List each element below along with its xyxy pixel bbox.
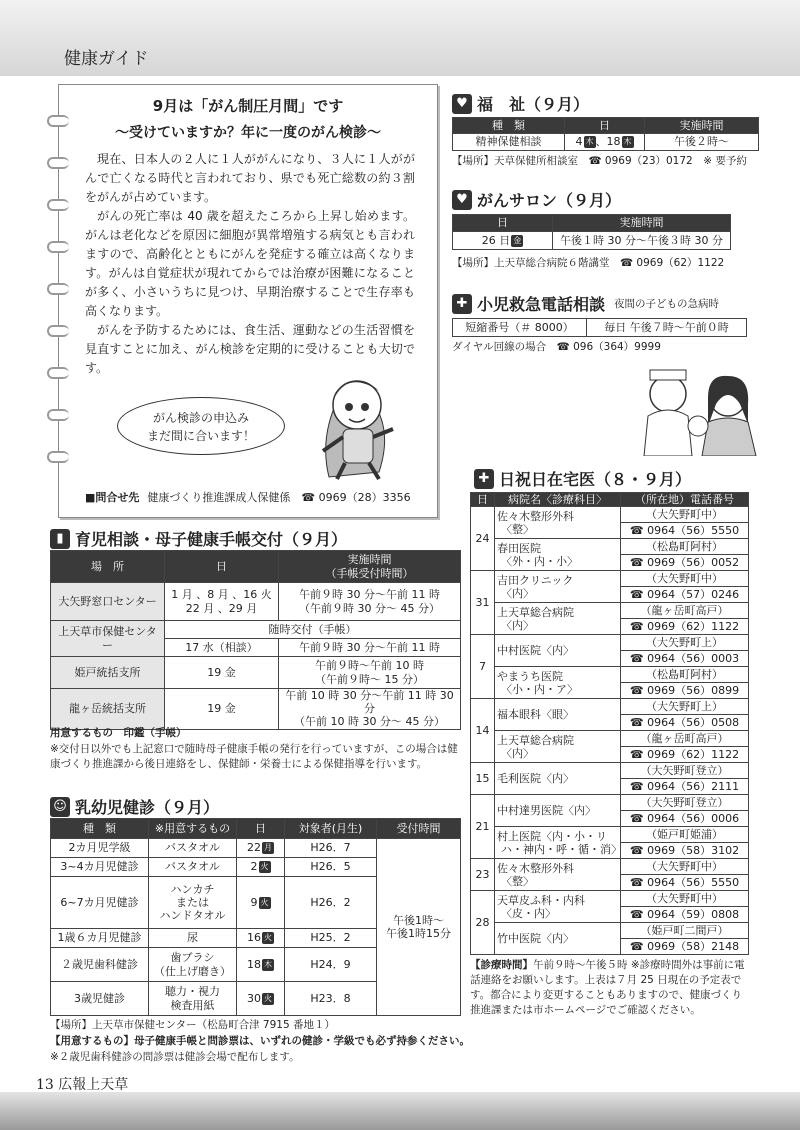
clinic-name: 天草皮ふ科・内科 〈皮・内〉 [495, 891, 621, 923]
clinic-location: （大矢野町上） [621, 699, 749, 715]
clinic-name: 福本眼科〈眼〉 [495, 699, 621, 731]
notice-paragraph: 現在、日本人の２人に１人ががんになり、３人に１人ががんで亡くなる時代と言われており、県でも死亡総数の約３割をがんが占めています。 [85, 152, 415, 204]
welfare-place: 【場所】天草保健所相談室 ☎ 0969（23）0172 ※ 要予約 [452, 155, 747, 167]
table-row [471, 603, 749, 619]
clinic-phone: ☎ 0964（57）0246 [621, 587, 749, 603]
clinic-name: 吉田クリニック 〈内〉 [495, 571, 621, 603]
table-row [471, 667, 749, 683]
holiday-day: 21 [471, 795, 495, 859]
holiday-day: 24 [471, 507, 495, 571]
family-illustration [636, 364, 766, 456]
clinic-name: 佐々木整形外科 〈整〉 [495, 507, 621, 539]
clinic-location: （姫戸町二間戸） [621, 923, 749, 939]
ring-icon [47, 115, 69, 127]
clinic-location: （龍ヶ岳町高戸） [621, 731, 749, 747]
salon-table: 日 実施時間 26 日 金 午後１時 30 分～午後３時 30 分 [452, 214, 731, 250]
child-emergency-heading: ✚ 小児救急電話相談 夜間の子どもの急病時 [452, 292, 719, 315]
clinic-location: （松島町阿村） [621, 667, 749, 683]
table-row [471, 923, 749, 939]
clinic-location: （姫戸町姫浦） [621, 827, 749, 843]
bottle-icon: ▮ [50, 529, 70, 549]
page-title: 健康ガイド [64, 49, 149, 69]
mascot-illustration [309, 367, 409, 485]
clinic-location: （大矢野町登立） [621, 763, 749, 779]
clinic-location: （大矢野町中） [621, 507, 749, 523]
welfare-heading: ♥ 福 祉（９月） [452, 92, 589, 115]
clinic-location: （龍ヶ岳町高戸） [621, 603, 749, 619]
infant-heading: ☺ 乳幼児健診（９月） [50, 795, 219, 818]
ring-icon [47, 325, 69, 337]
clinic-name: 中村達男医院〈内〉 [495, 795, 621, 827]
childcare-heading: ▮ 育児相談・母子健康手帳交付（９月） [50, 527, 347, 550]
notice-paragraph: がんの死亡率は 40 歳を超えたころから上昇し始めます。がんは老化などを原因に細胞が異常増殖する病気とも言われますので、高齢化とともにがんを発症する確立は高くなります。がんは自覚症状が現れてからでは治療が困難になることが多く、小さいうちに見つけ、早期治療することで生存率も高くなります。 [85, 209, 415, 318]
holiday-hours: 【診療時間】午前９時～午後５時 ※診療時間外は事前に電話連絡をお願いします。上表は７月 25 日現在の予定表です。都合により変更することもありますので、健康づくり推進課または市ホームページでご確認ください。 [470, 959, 745, 1016]
heart-icon: ♥ [452, 94, 472, 114]
table-row [471, 539, 749, 555]
infant-table: 種 類 ※用意するもの 日 対象者(月生) 受付時間 2カ月児学級 バスタオル 22 月 H26．7 午後1時～ 午後1時15分 3~4カ月児健診 バスタオル 2 火 H26．5 6~7カ月児健診 ハンカチ または ハンドタオル 9 火 H26．2 1歳６カ月児健診 尿 16 火 H25．2 ２歳児歯科健診 歯ブラシ （仕上げ磨き） 18 木 H24．9 3歳児健診 聴力・視力 検査用紙 30 火 H23．8 [50, 818, 461, 1016]
holiday-day: 28 [471, 891, 495, 955]
ring-icon [47, 241, 69, 253]
heart-icon: ♥ [452, 190, 472, 210]
table-row [471, 635, 749, 651]
notice-contact: ■問合せ先 健康づくり推進課成人保健係 ☎ 0969（28）3356 [85, 491, 411, 504]
clinic-phone: ☎ 0969（62）1122 [621, 747, 749, 763]
dial-number: ダイヤル回線の場合 ☎ 096（364）9999 [452, 341, 661, 353]
cross-icon: ✚ [474, 469, 494, 489]
childcare-bring: 用意するもの 印鑑（手帳） [50, 727, 187, 739]
ring-icon [47, 157, 69, 169]
clinic-phone: ☎ 0964（56）0006 [621, 811, 749, 827]
clinic-phone: ☎ 0964（56）5550 [621, 523, 749, 539]
clinic-location: （大矢野町上） [621, 635, 749, 651]
header-bar [0, 0, 800, 76]
clinic-location: （大矢野町中） [621, 571, 749, 587]
speech-bubble: がん検診の申込み まだ間に合います！ [117, 397, 285, 455]
footer-bar [0, 1092, 800, 1130]
clinic-phone: ☎ 0964（56）0003 [621, 651, 749, 667]
clinic-phone: ☎ 0969（56）0052 [621, 555, 749, 571]
cancer-notice [58, 84, 438, 518]
holiday-day: 31 [471, 571, 495, 635]
holiday-heading: ✚ 日祝日在宅医（８・９月） [474, 467, 691, 490]
clinic-name: 春田医院 〈外・内・小〉 [495, 539, 621, 571]
child-emergency-table: 短縮番号（＃ 8000） 毎日 午後７時～午前０時 [452, 318, 747, 337]
salon-heading: ♥ がんサロン（９月） [452, 188, 621, 211]
ring-icon [47, 409, 69, 421]
holiday-day: 7 [471, 635, 495, 699]
clinic-location: （大矢野町登立） [621, 795, 749, 811]
clinic-phone: ☎ 0964（59）0808 [621, 907, 749, 923]
clinic-location: （大矢野町中） [621, 859, 749, 875]
holiday-day: 14 [471, 699, 495, 763]
table-row [471, 795, 749, 811]
clinic-location: （松島町阿村） [621, 539, 749, 555]
clinic-phone: ☎ 0964（56）2111 [621, 779, 749, 795]
infant-place: 【場所】上天草市保健センター（松島町合津 7915 番地１） [50, 1019, 335, 1031]
welfare-table: 種 類 日 実施時間 精神保健相談 4 木 、18 木 午後２時～ [452, 117, 759, 151]
infant-note: ※２歳児歯科健診の問診票は健診会場で配布します。 [50, 1051, 300, 1063]
holiday-day: 23 [471, 859, 495, 891]
table-row [471, 507, 749, 523]
childcare-note: ※交付日以外でも上記窓口で随時母子健康手帳の発行を行っていますが、この場合は健康づくり推進課から後日連絡をし、保健師・栄養士による保健指導を行います。 [50, 743, 458, 770]
clinic-phone: ☎ 0969（56）0899 [621, 683, 749, 699]
clinic-location: （大矢野町中） [621, 891, 749, 907]
baby-icon: ☺ [50, 797, 70, 817]
clinic-phone: ☎ 0964（56）0508 [621, 715, 749, 731]
notice-paragraph: がんを予防するためには、食生活、運動などの生活習慣を見直すことに加え、がん検診を定期的に受けることも大切です。 [85, 323, 415, 375]
ring-icon [47, 451, 69, 463]
table-row [471, 763, 749, 779]
ring-icon [47, 283, 69, 295]
ring-icon [47, 199, 69, 211]
clinic-name: 竹中医院〈内〉 [495, 923, 621, 955]
table-row [471, 571, 749, 587]
table-row [471, 859, 749, 875]
notice-subtitle: ～受けていますか？年に一度のがん検診～ [115, 125, 381, 141]
clinic-phone: ☎ 0964（56）5550 [621, 875, 749, 891]
clinic-name: やまうち医院 〈小・内・ア〉 [495, 667, 621, 699]
clinic-phone: ☎ 0969（58）3102 [621, 843, 749, 859]
table-row [471, 699, 749, 715]
holiday-table: 日 病院名〈診療科目〉 （所在地）電話番号 24 佐々木整形外科 〈整〉 （大矢野町中） ☎ 0964（56）5550 春田医院 〈外・内・小〉 （松島町阿村） ☎ 0969（56）0052 31 吉田クリニック 〈内〉 （大矢野町中） ☎ 0964（57）0246 上天草総合病院 〈内〉 （龍ヶ岳町高戸） ☎ 0969（62）1122 7 中村医院〈内〉 （大矢野町上） ☎ 0964（56）0003 やまうち医院 〈小・内・ア〉 （松島町阿村） ☎ 0969（56）0899 14 福本眼科〈眼〉 （大矢野町上） ☎ 0964（56）0508 上天草総合病院 〈内〉 （龍ヶ岳町高戸） ☎ 0969（62）1122 15 毛利医院〈内〉 （大矢野町登立） ☎ 0964（56）2111 21 中村達男医院〈内〉 （大矢野町登立） ☎ 0964（56）0006 村上医院〈内・小・リ ハ・神内・呼・循・消〉 （姫戸町姫浦） ☎ 0969（58）3102 23 佐々木整形外科 〈整〉 （大矢野町中） ☎ 0964（56）5550 28 天草皮ふ科・内科 〈皮・内〉 （大矢野町中） ☎ 0964（59）0808 竹中医院〈内〉 （姫戸町二間戸） ☎ 0969（58）2148 [470, 492, 749, 955]
table-row [471, 891, 749, 907]
clinic-name: 中村医院〈内〉 [495, 635, 621, 667]
table-row [471, 827, 749, 843]
cross-icon: ✚ [452, 294, 472, 314]
notice-title: 9月は「がん制圧月間」です [152, 97, 344, 115]
clinic-phone: ☎ 0969（58）2148 [621, 939, 749, 955]
clinic-phone: ☎ 0969（62）1122 [621, 619, 749, 635]
page-footer: 13 広報上天草 [36, 1077, 129, 1093]
infant-bring: 【用意するもの】母子健康手帳と問診票は、いずれの健診・学級でも必ず持参ください。 [50, 1035, 470, 1047]
clinic-name: 佐々木整形外科 〈整〉 [495, 859, 621, 891]
holiday-day: 15 [471, 763, 495, 795]
clinic-name: 村上医院〈内・小・リ ハ・神内・呼・循・消〉 [495, 827, 621, 859]
ring-icon [47, 367, 69, 379]
salon-place: 【場所】上天草総合病院６階講堂 ☎ 0969（62）1122 [452, 257, 725, 269]
clinic-name: 毛利医院〈内〉 [495, 763, 621, 795]
table-row [471, 731, 749, 747]
clinic-name: 上天草総合病院 〈内〉 [495, 731, 621, 763]
clinic-name: 上天草総合病院 〈内〉 [495, 603, 621, 635]
childcare-table: 場 所 日 実施時間 （手帳受付時間） 大矢野窓口センター 1 月 、8 月 、16 火 22 月 、29 月 午前９時 30 分～午前 11 時 （午前９時 30 分～ 45 分） 上天草市保健センター 随時交付（手帳） 17 水（相談） 午前９時 30 分～午前 11 時 姫戸統括支所 19 金 午前９時～午前 10 時 （午前９時～ 15 分） 龍ヶ岳統括支所 19 金 午前 10 時 30 分～午前 11 時 30 分 （午前 10 時 30 分～ 45 分） [50, 550, 461, 730]
